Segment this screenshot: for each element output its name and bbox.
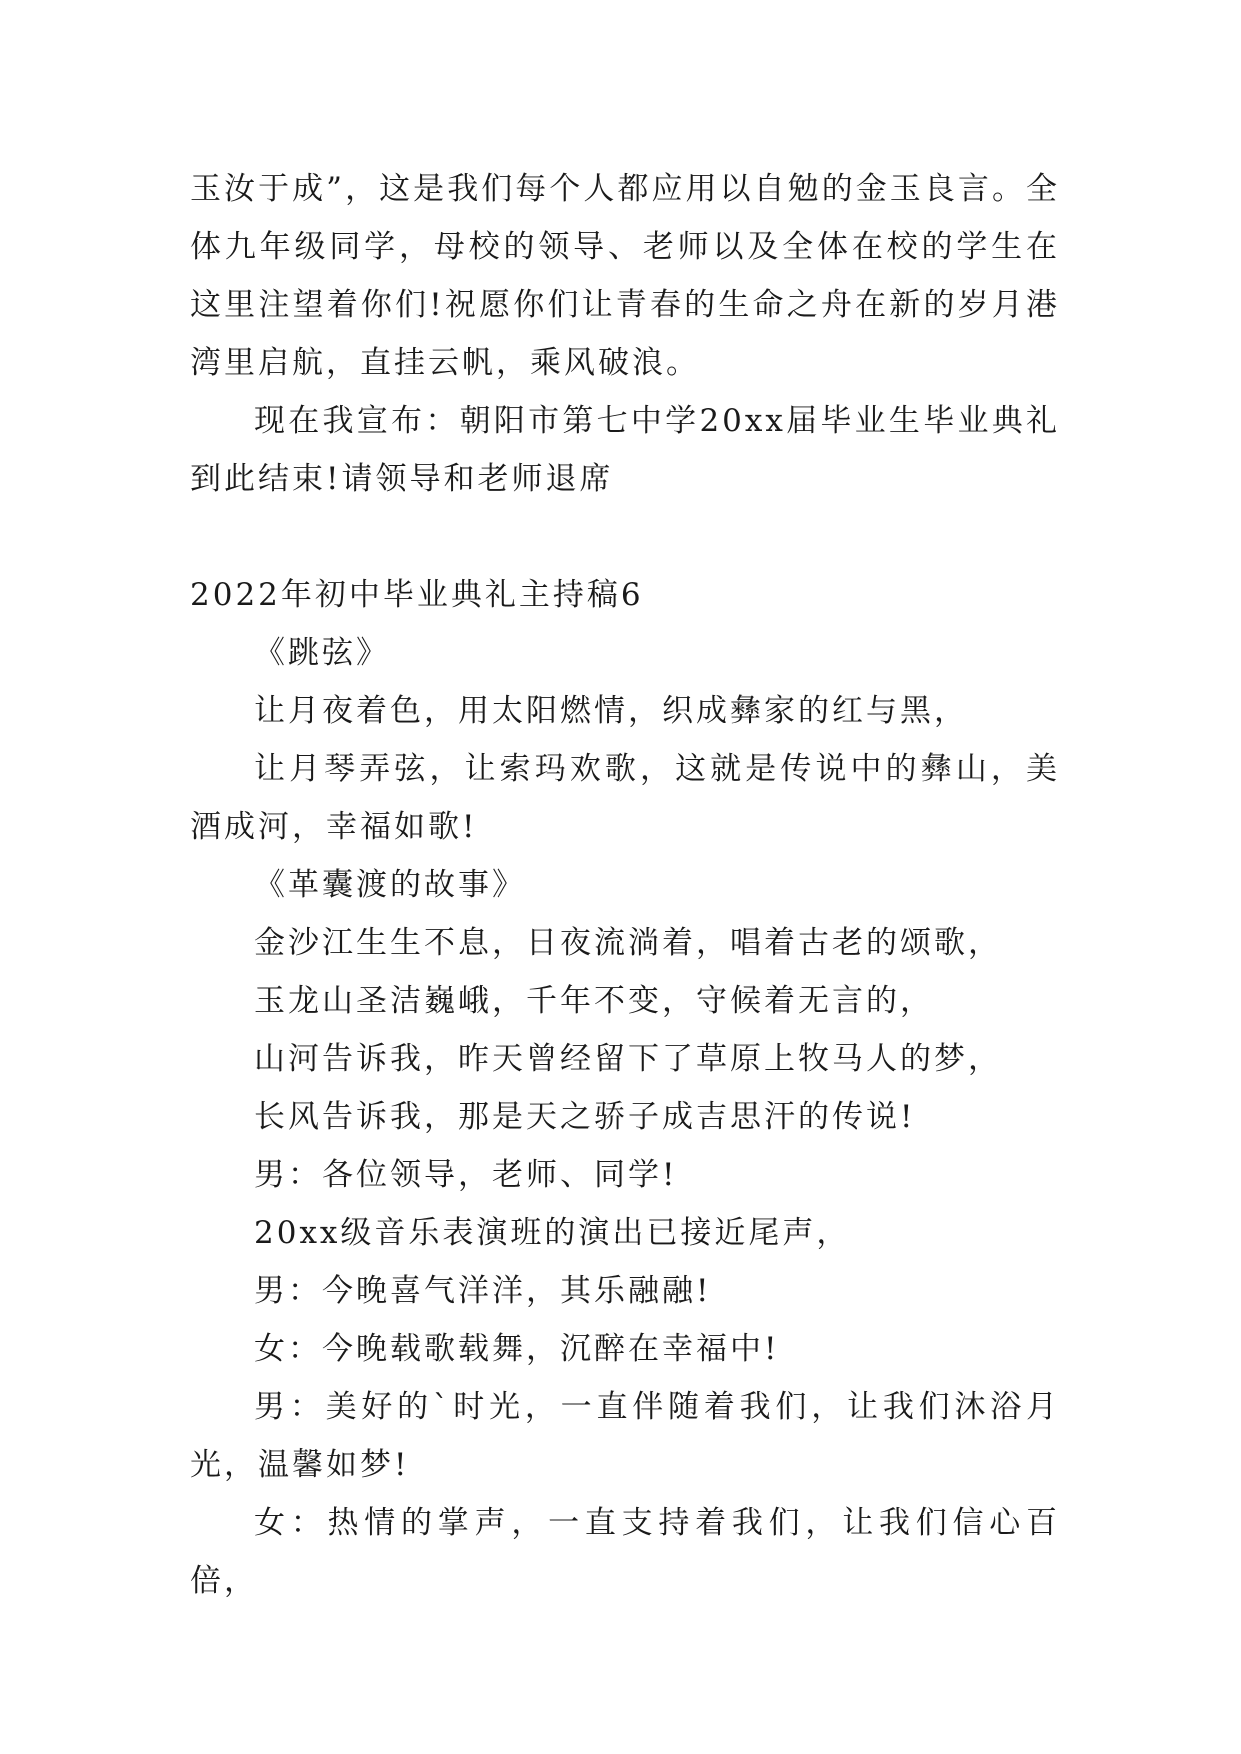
paragraph: 20xx级音乐表演班的演出已接近尾声， [254,1215,851,1251]
poem-title: 《跳弦》 [254,635,390,671]
section-heading: 2022年初中毕业典礼主持稿6 [190,577,644,613]
paragraph: 玉汝于成”，这是我们每个人都应用以自勉的金玉良言。全体九年级同学，母校的领导、老师以及全体在校的学生在这里注望着你们!祝愿你们让青春的生命之舟在新的岁月港湾里启航，直挂云帆，乘风破浪。 [190,171,1060,381]
document-body [190,160,1060,1610]
paragraph: 长风告诉我，那是天之骄子成吉思汗的传说! [254,1099,916,1135]
dialogue-line: 男：美好的`时光，一直伴随着我们，让我们沐浴月光，温馨如梦! [190,1389,1060,1483]
paragraph: 金沙江生生不息，日夜流淌着，唱着古老的颂歌， [254,925,1002,961]
poem-title: 《革囊渡的故事》 [254,867,526,903]
paragraph: 让月夜着色，用太阳燃情，织成彝家的红与黑， [254,693,968,729]
dialogue-line: 男：今晚喜气洋洋，其乐融融! [254,1273,712,1309]
dialogue-line: 女：今晚载歌载舞，沉醉在幸福中! [254,1331,780,1367]
paragraph: 山河告诉我，昨天曾经留下了草原上牧马人的梦， [254,1041,1002,1077]
paragraph: 让月琴弄弦，让索玛欢歌，这就是传说中的彝山，美酒成河，幸福如歌! [190,751,1060,845]
paragraph: 现在我宣布：朝阳市第七中学20xx届毕业生毕业典礼到此结束!请领导和老师退席 [190,403,1060,497]
paragraph: 玉龙山圣洁巍峨，千年不变，守候着无言的， [254,983,934,1019]
dialogue-line: 女：热情的掌声，一直支持着我们，让我们信心百倍， [190,1505,1060,1599]
dialogue-line: 男：各位领导，老师、同学! [254,1157,678,1193]
